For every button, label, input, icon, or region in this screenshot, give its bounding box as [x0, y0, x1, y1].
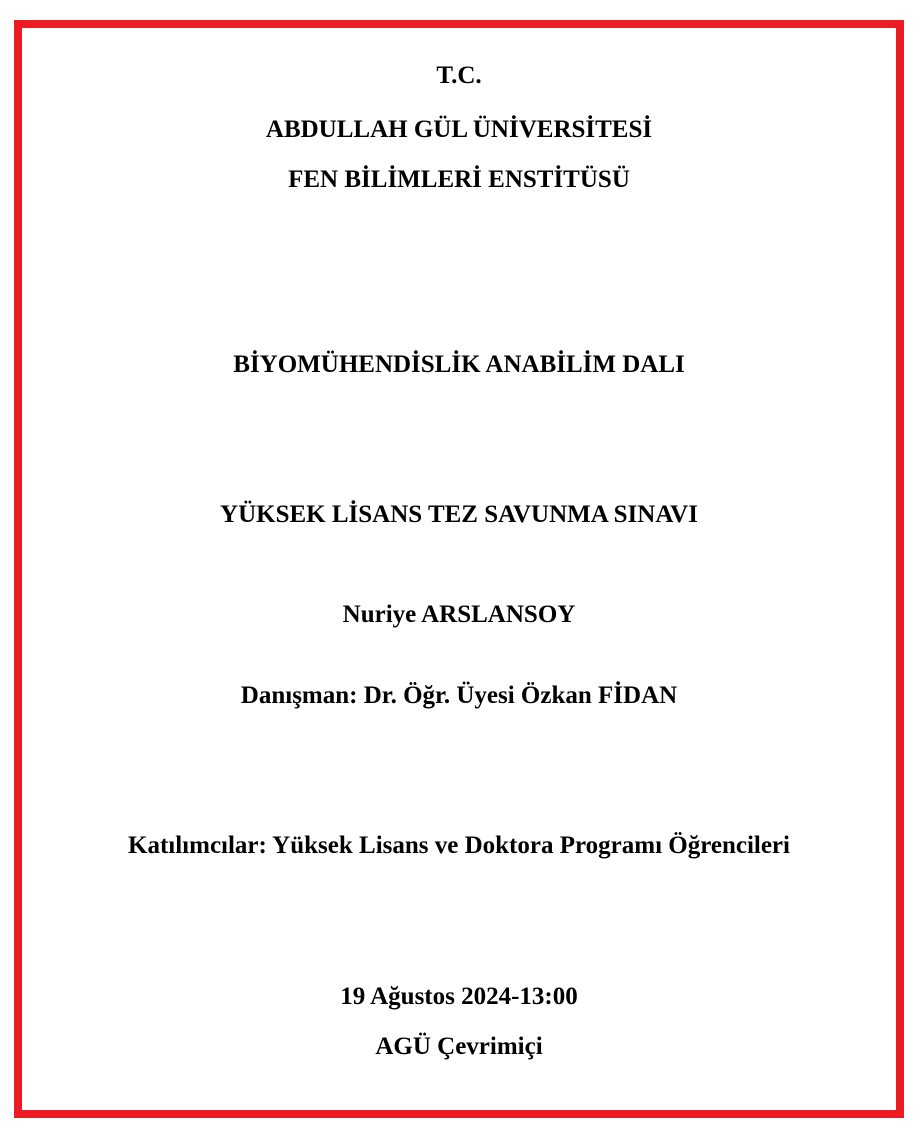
university-name: ABDULLAH GÜL ÜNİVERSİTESİ: [265, 116, 653, 143]
event-datetime: 19 Ağustos 2024-13:00: [340, 983, 578, 1010]
event-location: AGÜ Çevrimiçi: [375, 1033, 543, 1060]
event-title: YÜKSEK LİSANS TEZ SAVUNMA SINAVI: [220, 501, 698, 528]
institute-name: FEN BİLİMLERİ ENSTİTÜSÜ: [288, 166, 630, 193]
participants: Katılımcılar: Yüksek Lisans ve Doktora Programı Öğrencileri: [128, 832, 790, 859]
header-tc: T.C.: [436, 62, 482, 89]
department-name: BİYOMÜHENDİSLİK ANABİLİM DALI: [233, 351, 685, 378]
candidate-name: Nuriye ARSLANSOY: [342, 601, 576, 628]
advisor: Danışman: Dr. Öğr. Üyesi Özkan FİDAN: [240, 682, 678, 709]
